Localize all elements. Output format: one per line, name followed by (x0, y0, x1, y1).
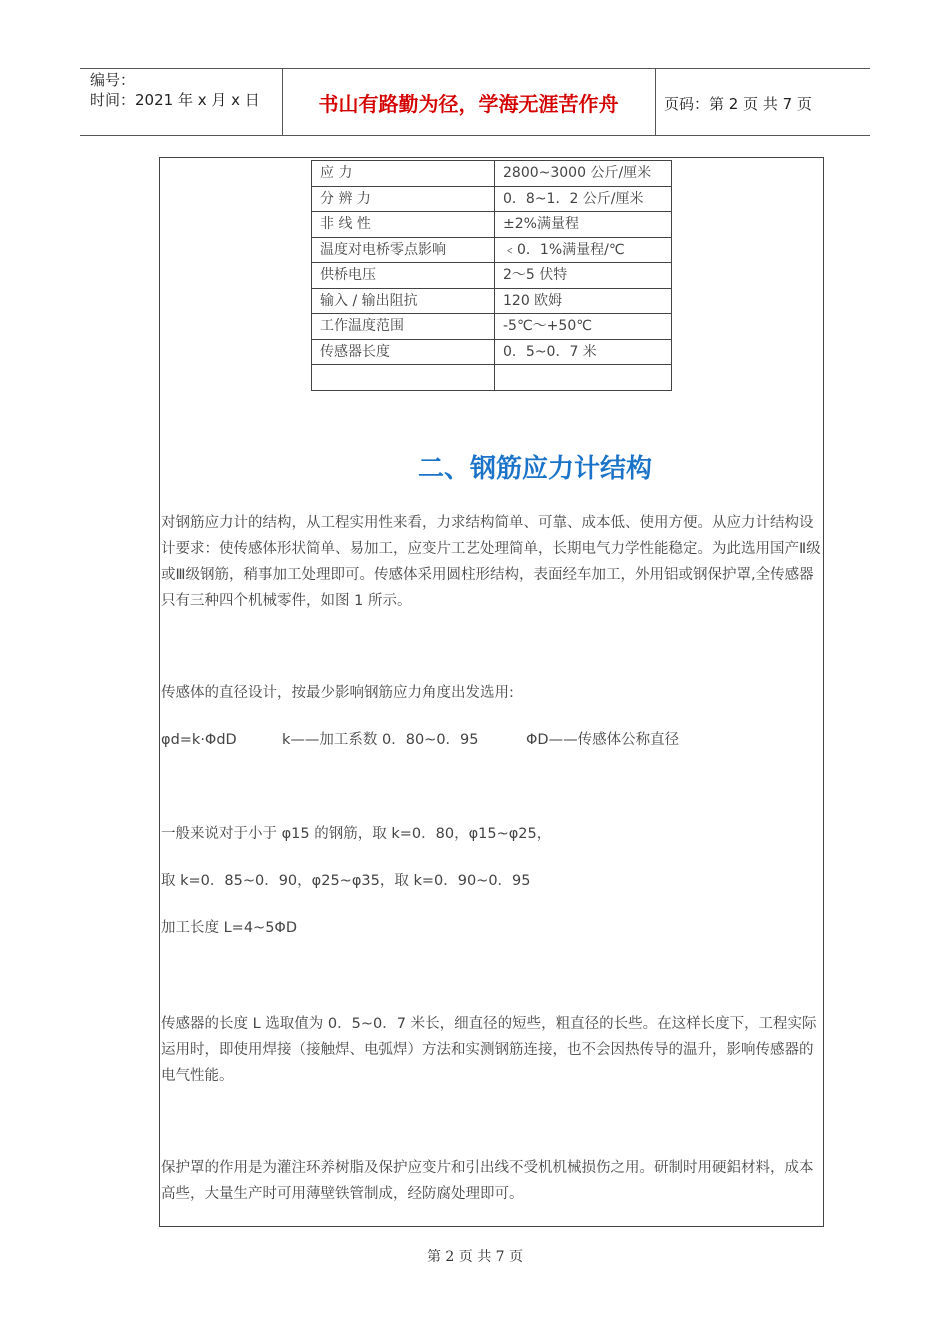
paragraph: 加工长度 L=4~5ΦD (161, 920, 298, 936)
header-motto: 书山有路勤为径，学海无涯苦作舟 (318, 92, 619, 116)
formula-part: ΦD——传感体公称直径 (526, 732, 680, 748)
paragraph: 传感体的直径设计，按最少影响钢筋应力角度出发选用: (161, 685, 514, 701)
paragraph: 对钢筋应力计的结构，从工程实用性来看，力求结构简单、可靠、成本低、使用方便。从应力计结构设计要求：使传感体形状简单、易加工，应变片工艺处理简单，长期电气力学性能稳定。为此选用国产Ⅱ级或Ⅲ级钢筋，稍事加工处理即可。传感体采用圆柱形结构，表面经车加工，外用铝或钢保护罩,全传感器只有三种四个机械零件，如图 1 所示。 (161, 515, 821, 609)
spec-table (311, 160, 672, 391)
table-row (312, 365, 672, 391)
header-bottom-rule (80, 135, 870, 136)
formula-part: k——加工系数 0．80~0．95 (282, 732, 479, 748)
table-row (312, 161, 672, 187)
section-heading: 二、钢筋应力计结构 (417, 454, 652, 484)
document-number-label: 编号： (90, 71, 136, 89)
table-row (312, 314, 672, 340)
paragraph: 保护罩的作用是为灌注环养树脂及保护应变片和引出线不受机机械损伤之用。研制时用硬鋁材料，成本高些，大量生产时可用薄壁铁管制成，经防腐处理即可。 (161, 1160, 814, 1202)
spec-value: ±2%满量程 (495, 212, 672, 238)
spec-value: -5℃～+50℃ (495, 314, 672, 340)
spec-label (312, 365, 495, 391)
spec-value: 0．5~0．7 米 (495, 339, 672, 365)
paragraph: 取 k=0．85~0．90，φ25~φ35，取 k=0．90~0．95 (161, 873, 531, 889)
page-footer: 第 2 页 共 7 页 (426, 1249, 524, 1265)
header-divider (655, 68, 656, 136)
spec-label: 传感器长度 (312, 339, 495, 365)
formula-part: φd=k·ΦdD (161, 732, 237, 748)
spec-value: ﹤0．1%满量程/℃ (495, 237, 672, 263)
spec-label: 应 力 (312, 161, 495, 187)
table-row (312, 186, 672, 212)
spec-label: 输入 / 输出阻抗 (312, 288, 495, 314)
header-left (90, 70, 260, 110)
spec-label: 工作温度范围 (312, 314, 495, 340)
header-page-info: 页码：第 2 页 共 7 页 (664, 95, 812, 113)
table-row (312, 263, 672, 289)
spec-value: 2～5 伏特 (495, 263, 672, 289)
table-row (312, 339, 672, 365)
spec-value: 120 欧姆 (495, 288, 672, 314)
document-date: 时间：2021 年 x 月 x 日 (90, 91, 260, 109)
spec-value: 0．8~1．2 公斤/厘米 (495, 186, 672, 212)
spec-label: 非 线 性 (312, 212, 495, 238)
spec-value: 2800~3000 公斤/厘米 (495, 161, 672, 187)
header-top-rule (80, 68, 870, 69)
spec-value (495, 365, 672, 391)
table-row (312, 288, 672, 314)
table-row (312, 237, 672, 263)
table-row (312, 212, 672, 238)
spec-label: 温度对电桥零点影响 (312, 237, 495, 263)
paragraph: 传感器的长度 L 选取值为 0．5~0．7 米长，细直径的短些，粗直径的长些。在这样长度下，工程实际运用时，即使用焊接（接触焊、电弧焊）方法和实测钢筋连接，也不会因热传导的温升，影响传感器的电气性能。 (161, 1016, 817, 1084)
spec-label: 分 辨 力 (312, 186, 495, 212)
spec-label: 供桥电压 (312, 263, 495, 289)
paragraph: 一般来说对于小于 φ15 的钢筋，取 k=0．80，φ15~φ25， (161, 826, 552, 842)
